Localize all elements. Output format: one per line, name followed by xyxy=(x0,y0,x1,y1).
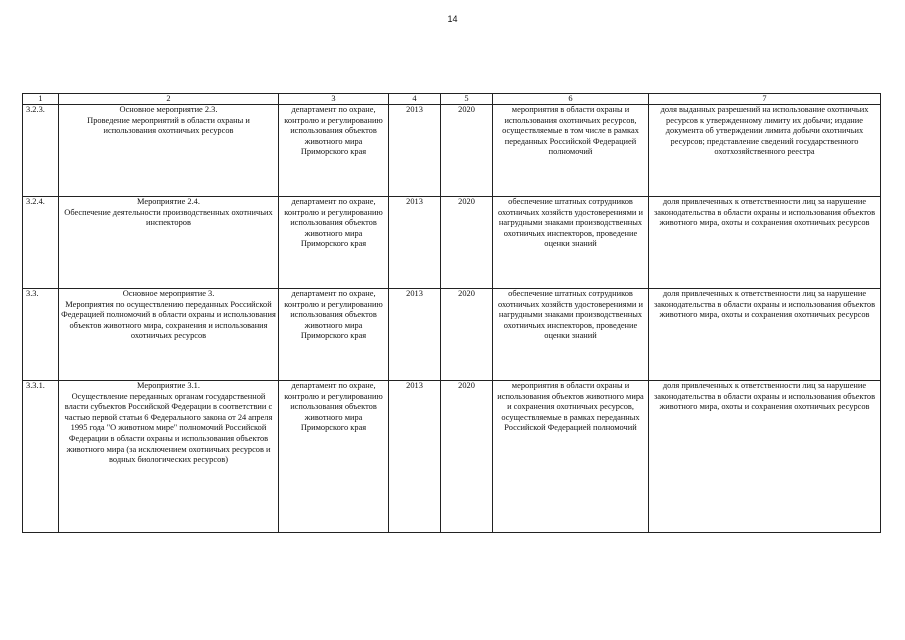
measure-description: Мероприятия по осуществлению переданных Российской Федерацией полномочий в области охраны и использования объектов животного мира, сохранения и использования охотничьих ресурсов xyxy=(61,299,276,341)
end-year-cell: 2020 xyxy=(441,197,493,289)
measure-cell xyxy=(59,381,279,533)
header-row xyxy=(23,94,881,105)
measure-cell xyxy=(59,289,279,381)
end-year-cell: 2020 xyxy=(441,289,493,381)
column-header: 5 xyxy=(441,94,493,105)
start-year-cell: 2013 xyxy=(389,289,441,381)
row-number: 3.2.3. xyxy=(23,105,59,197)
table-row xyxy=(23,197,881,289)
executor-cell: департамент по охране, контролю и регулированию использования объектов животного мира Приморского края xyxy=(279,105,389,197)
measure-description: Осуществление переданных органам государственной власти субъектов Российской Федерации в соответствии с частью первой статьи 6 Федерального закона от 24 апреля 1995 года "О животном мире" полномочий Российской Федерации в области охраны и использования объектов животного мира (за исключением охотничьих ресурсов и водных биологических ресурсов) xyxy=(64,391,273,465)
column-header: 7 xyxy=(649,94,881,105)
result-cell: мероприятия в области охраны и использования объектов животного мира и сохранения охотничьих ресурсов, осуществляемые в рамках переданных Российской Федерацией полномочий xyxy=(493,381,649,533)
measure-title: Мероприятие 3.1. xyxy=(137,381,200,390)
indicator-cell: доля привлеченных к ответственности лиц за нарушение законодательства в области охраны и использования объектов животного мира, охоты и сохранения охотничьих ресурсов xyxy=(649,381,881,533)
page-number: 14 xyxy=(447,14,458,24)
column-header: 1 xyxy=(23,94,59,105)
executor-cell: департамент по охране, контролю и регулированию использования объектов животного мира Приморского края xyxy=(279,197,389,289)
column-header: 4 xyxy=(389,94,441,105)
column-header: 6 xyxy=(493,94,649,105)
table-row xyxy=(23,381,881,533)
measure-title: Основное мероприятие 3. xyxy=(122,289,215,298)
column-header: 2 xyxy=(59,94,279,105)
row-number: 3.3.1. xyxy=(23,381,59,533)
row-number: 3.3. xyxy=(23,289,59,381)
measure-title: Основное мероприятие 2.3. xyxy=(119,105,218,114)
result-cell: мероприятия в области охраны и использования охотничьих ресурсов, осуществляемые в том числе в рамках переданных Российской Федерацией полномочий xyxy=(493,105,649,197)
result-cell: обеспечение штатных сотрудников охотничьих хозяйств удостоверениями и нагрудными знаками производственных охотничьих инспекторов, проведение оценки знаний xyxy=(493,197,649,289)
indicator-cell: доля привлеченных к ответственности лиц за нарушение законодательства в области охраны и использования объектов животного мира, охоты и сохранения охотничьих ресурсов xyxy=(649,197,881,289)
start-year-cell: 2013 xyxy=(389,105,441,197)
indicator-cell: доля выданных разрешений на использование охотничьих ресурсов к утвержденному лимиту их добычи; издание документа об утверждении лимита добычи охотничьих ресурсов; представление сведений государственного охотхозяйственного реестра xyxy=(649,105,881,197)
executor-cell: департамент по охране, контролю и регулированию использования объектов животного мира Приморского края xyxy=(279,289,389,381)
measure-description: Обеспечение деятельности производственных охотничьих инспекторов xyxy=(64,207,273,228)
result-cell: обеспечение штатных сотрудников охотничьих хозяйств удостоверениями и нагрудными знаками производственных охотничьих инспекторов, проведение оценки знаний xyxy=(493,289,649,381)
table-row xyxy=(23,105,881,197)
executor-cell: департамент по охране, контролю и регулированию использования объектов животного мира Приморского края xyxy=(279,381,389,533)
start-year-cell: 2013 xyxy=(389,197,441,289)
measure-description: Проведение мероприятий в области охраны и использования охотничьих ресурсов xyxy=(87,115,250,136)
measures-table xyxy=(22,93,881,533)
row-number: 3.2.4. xyxy=(23,197,59,289)
indicator-cell: доля привлеченных к ответственности лиц за нарушение законодательства в области охраны и использования объектов животного мира, охоты и сохранения охотничьих ресурсов xyxy=(649,289,881,381)
measure-title: Мероприятие 2.4. xyxy=(137,197,200,206)
column-header: 3 xyxy=(279,94,389,105)
measure-cell xyxy=(59,105,279,197)
measure-cell xyxy=(59,197,279,289)
end-year-cell: 2020 xyxy=(441,105,493,197)
end-year-cell: 2020 xyxy=(441,381,493,533)
start-year-cell: 2013 xyxy=(389,381,441,533)
table-row xyxy=(23,289,881,381)
